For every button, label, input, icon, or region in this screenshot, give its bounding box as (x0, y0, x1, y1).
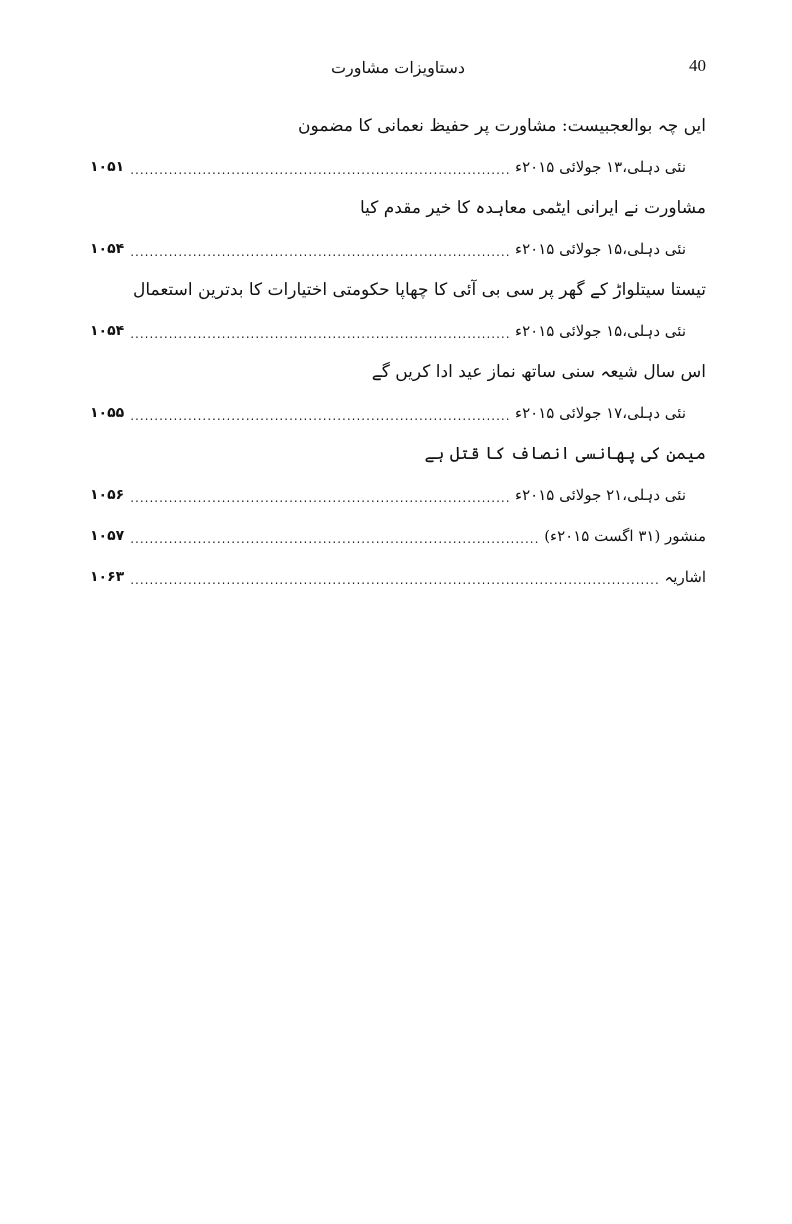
toc-title-text: تیستا سیتلواڑ کے گھر پر سی بی آئی کا چھاپا حکومتی اختیارات کا بدترین استعمال (132, 280, 706, 300)
toc-page-number: ۱۰۵۱ (90, 159, 125, 175)
toc-page-number: ۱۰۵۴ (90, 241, 125, 257)
toc-main-entry (90, 557, 706, 598)
page-number: 40 (689, 56, 706, 75)
toc-page-number: ۱۰۵۶ (90, 487, 125, 503)
toc-section-title (90, 352, 706, 393)
dot-leader (130, 560, 658, 601)
toc-entry-text: نئی دہلی،۱۷ جولائی ۲۰۱۵ء (515, 404, 686, 422)
toc-title-text: اس سال شیعہ سنی ساتھ نماز عید ادا کریں گے (371, 362, 706, 382)
toc-entry-text: نئی دہلی،۱۵ جولائی ۲۰۱۵ء (515, 240, 686, 258)
toc-page-number: ۱۰۵۴ (90, 323, 125, 339)
toc-section-title (90, 188, 706, 229)
toc-section-title (90, 106, 706, 147)
toc-entry-text: نئی دہلی،۱۵ جولائی ۲۰۱۵ء (515, 322, 686, 340)
running-title: دستاویزات مشاورت (330, 58, 466, 77)
toc-page-number: ۱۰۵۵ (90, 405, 125, 421)
toc-entry-text: نئی دہلی،۱۳ جولائی ۲۰۱۵ء (515, 158, 686, 176)
toc-entry-text: منشور (۳۱ اگست ۲۰۱۵ء) (544, 527, 706, 545)
toc-main-entry (90, 516, 706, 557)
toc-entry (90, 147, 706, 188)
toc-title-text: میمن کی پھانسی انصاف کا قتل ہے (424, 444, 706, 464)
toc-entry (90, 393, 706, 434)
toc-entry-text: نئی دہلی،۲۱ جولائی ۲۰۱۵ء (515, 486, 686, 504)
table-of-contents (90, 106, 706, 598)
page-header (90, 56, 706, 86)
toc-page-number: ۱۰۵۷ (90, 528, 125, 544)
dot-leader (130, 478, 509, 519)
dot-leader (130, 314, 509, 355)
toc-section-title (90, 434, 706, 475)
dot-leader (130, 232, 509, 273)
dot-leader (130, 519, 538, 560)
dot-leader (130, 150, 509, 191)
dot-leader (130, 396, 509, 437)
toc-entry (90, 229, 706, 270)
toc-section-title (90, 270, 706, 311)
toc-title-text: مشاورت نے ایرانی ایٹمی معاہدہ کا خیر مقدم کیا (359, 198, 706, 218)
toc-entry (90, 475, 706, 516)
toc-entry (90, 311, 706, 352)
toc-entry-text: اشاریہ (664, 568, 706, 586)
toc-title-text: ایں چہ بوالعجبیست: مشاورت پر حفیظ نعمانی کا مضمون (298, 116, 706, 136)
toc-page-number: ۱۰۶۳ (90, 569, 125, 585)
